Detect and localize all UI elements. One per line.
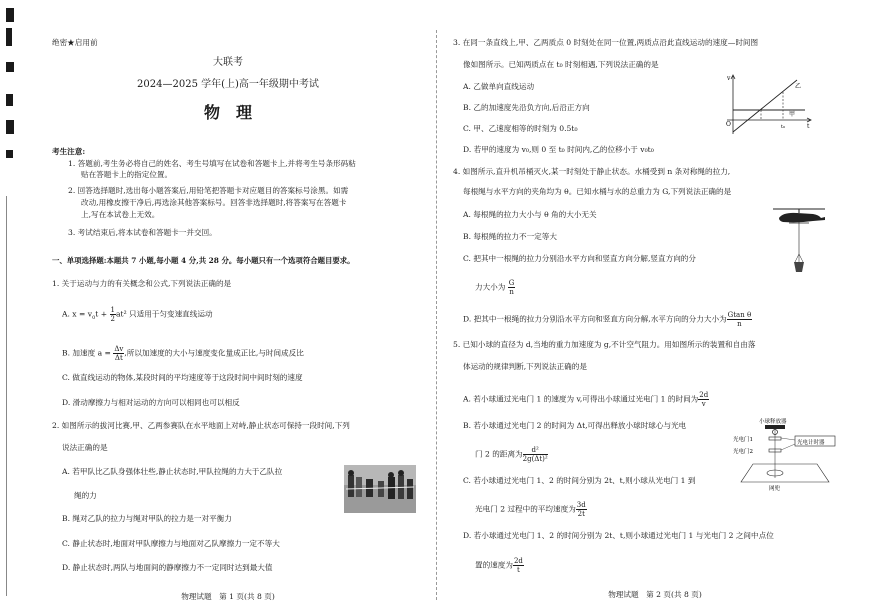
q1-option-c: C. 做直线运动的物体,某段时间的平均速度等于这段时间中间时刻的速度 [62, 373, 303, 382]
confidential-label: 绝密★启用前 [52, 38, 98, 47]
q2-option-d: D. 静止状态时,两队与地面间的静摩擦力不一定同时达到最大值 [62, 563, 273, 572]
q2-option-b: B. 绳对乙队的拉力与绳对甲队的拉力是一对平衡力 [62, 514, 232, 523]
q5-option-d-cont: 置的速度为 $\frac{2d}{t}$ [475, 557, 523, 574]
q3-stem-cont: 像如图所示。已知两质点在 t₀ 时刻相遇,下列说法正确的是 [463, 60, 659, 69]
release-label: 小球释放器 [759, 419, 787, 425]
notice-line: 改动,用橡皮擦干净后,再选涂其他答案标号。回答非选择题时,将答案写在答题卡 [81, 198, 347, 207]
q4-option-a: A. 每根绳的拉力大小与 θ 角的大小无关 [463, 210, 597, 219]
q3-option-c: C. 甲、乙速度相等的时刻为 0.5t₀ [463, 124, 578, 133]
page-footer: 物理试题 第 1 页(共 8 页) [181, 592, 275, 601]
q1-option-a: A. $x = v_0t$ + $\frac{1}{2}$ at² 只适用于匀变速直线运动 [62, 306, 213, 323]
q3-vt-graph [719, 72, 815, 138]
exam-series: 大联考 [213, 57, 243, 68]
q5-option-d: D. 若小球通过光电门 1、2 的时间分别为 2t、t,则小球通过光电门 1 与光电门 2 之间中点位 [463, 531, 774, 540]
q1-stem: 1. 关于运动与力的有关概念和公式,下列说法正确的是 [52, 279, 232, 288]
q2-stem-cont: 说法正确的是 [62, 443, 108, 452]
q1-option-d: D. 滑动摩擦力与相对运动的方向可以相同也可以相反 [62, 398, 240, 407]
q5-option-c: C. 若小球通过光电门 1、2 的时间分别为 2t、t,则小球从光电门 1 到 [463, 476, 696, 485]
q3-option-d: D. 若甲的速度为 v₀,则 0 至 t₀ 时间内,乙的位移小于 v₀t₀ [463, 145, 654, 154]
q2-option-a-cont: 绳的力 [74, 491, 97, 500]
exam-title: 2024—2025 学年(上)高一年级期中考试 [137, 79, 319, 90]
page-footer: 物理试题 第 2 页(共 8 页) [608, 590, 702, 599]
notice-line: 上,写在本试卷上无效。 [81, 210, 160, 219]
q5-stem-cont: 体运动的规律判断,下列说法正确的是 [463, 362, 587, 371]
gate2-label: 光电门2 [733, 449, 753, 455]
q5-option-b: B. 若小球通过光电门 2 的时间为 Δt,可得出释放小球时球心与光电 [463, 421, 687, 430]
q5-option-a: A. 若小球通过光电门 1 的速度为 v,可得出小球通过光电门 1 的时间为 $\frac{2d}{v}$ [463, 391, 709, 408]
q1-option-b: B. 加速度 a = $\frac{\Delta v}{\Delta t}$ ,所以加速度的大小与速度变化量成正比,与时间成反比 [62, 345, 304, 362]
subject-title: 物 理 [203, 103, 252, 122]
q5-stem: 5. 已知小球的直径为 d,当地的重力加速度为 g,不计空气阻力。用如图所示的装置和自由落 [453, 340, 756, 349]
q3-option-a: A. 乙做单向直线运动 [463, 82, 535, 91]
q3-stem: 3. 在同一条直线上,甲、乙两质点 0 时刻处在同一位置,两质点沿此直线运动的速度—时间图 [453, 38, 759, 47]
graph-origin-label: O [726, 121, 731, 128]
graph-t-label: t [807, 123, 810, 130]
q4-option-c: C. 把其中一根绳的拉力分别沿水平方向和竖直方向分解,竖直方向的分 [463, 254, 696, 263]
q4-option-d: D. 把其中一根绳的拉力分别沿水平方向和竖直方向分解,水平方向的分力大小为 $\frac{\text{Gtan θ}}{n}$ [463, 311, 752, 328]
timer-label: 光电计时器 [797, 440, 825, 446]
graph-jia-label: 甲 [789, 111, 796, 118]
q4-stem-cont: 每根绳与水平方向的夹角均为 θ。已知水桶与水的总重力为 G,下列说法正确的是 [463, 187, 732, 196]
helicopter-figure [769, 206, 831, 278]
section-heading: 一、单项选择题:本题共 7 小题,每小题 4 分,共 28 分。每小题只有一个选项符合题目要求。 [52, 256, 355, 265]
notice-line: 贴在答题卡上的指定位置。 [81, 170, 173, 179]
notice-line: 1. 答题前,考生务必将自己的姓名、考生号填写在试卷和答题卡上,并将考生号条形码粘 [68, 159, 356, 168]
graph-yi-label: 乙 [795, 83, 802, 90]
q4-option-b: B. 每根绳的拉力不一定等大 [463, 232, 557, 241]
page-1 [28, 0, 428, 615]
binding-edge [0, 0, 20, 615]
q2-option-a: A. 若甲队比乙队身强体壮些,静止状态时,甲队拉绳的力大于乙队拉 [62, 467, 283, 476]
notice-line: 3. 考试结束后,将本试卷和答题卡一并交回。 [68, 228, 217, 237]
graph-v-label: v [727, 75, 731, 82]
q5-option-c-cont: 光电门 2 过程中的平均速度为 $\frac{3d}{2t}$ [475, 501, 586, 518]
notice-line: 2. 回答选择题时,选出每小题答案后,用铅笔把答题卡对应题目的答案标号涂黑。如需 [68, 186, 349, 195]
photogate-figure [729, 416, 841, 492]
q5-option-b-cont: 门 2 的距离为 $\frac{\text{d²}}{\text{2g(Δt)²}}$ [475, 446, 548, 463]
net-label: 网兜 [769, 486, 781, 492]
page-divider [436, 30, 437, 600]
q4-stem: 4. 如图所示,直升机吊桶灭火,某一时刻处于静止状态。水桶受到 n 条对称绳的拉力, [453, 167, 731, 176]
tug-of-war-photo [344, 465, 416, 513]
notice-heading: 考生注意: [52, 147, 86, 156]
q4-option-c-cont: 力大小为 $\frac{G}{n}$ [475, 279, 515, 296]
graph-t0-label: t₀ [781, 124, 786, 130]
q3-option-b: B. 乙的加速度先沿负方向,后沿正方向 [463, 103, 590, 112]
page-2 [447, 0, 863, 615]
q2-stem: 2. 如图所示的拔河比赛,甲、乙两参赛队在水平地面上对峙,静止状态可保持一段时间,下列 [52, 421, 350, 430]
gate1-label: 光电门1 [733, 437, 753, 443]
q2-option-c: C. 静止状态时,地面对甲队摩擦力与地面对乙队摩擦力一定不等大 [62, 539, 280, 548]
